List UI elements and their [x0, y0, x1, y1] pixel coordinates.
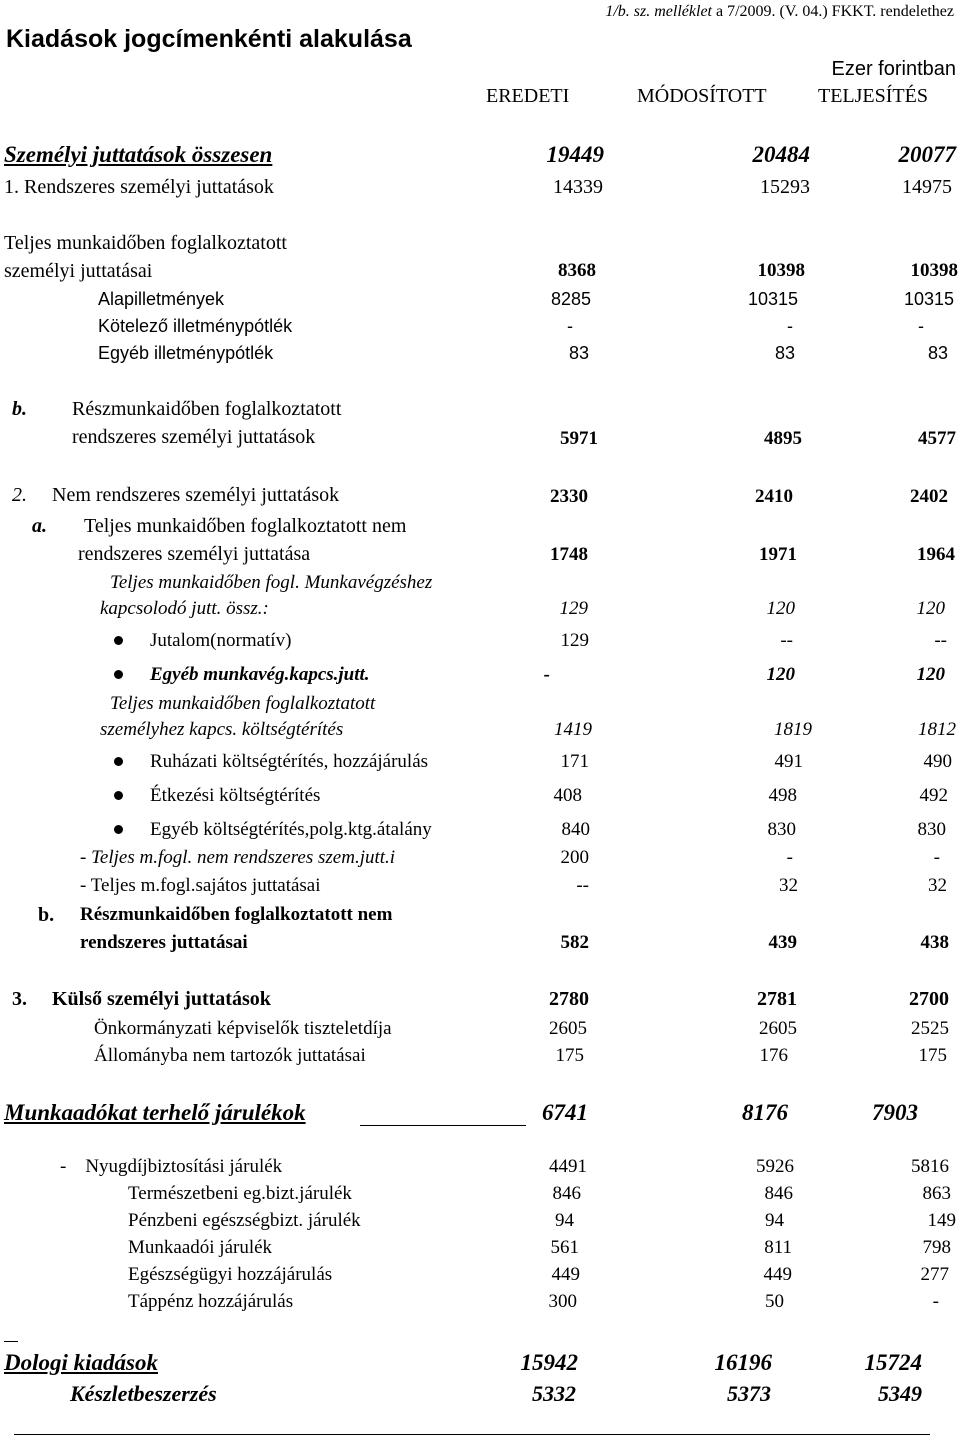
row-label-line1: Teljes munkaidőben foglalkoztatott nem [84, 515, 407, 537]
row-label-line2: kapcsolodó jutt. össz.: [100, 598, 269, 619]
value-original: 6741 [542, 1100, 588, 1125]
value-modified: 83 [774, 343, 795, 363]
value-modified: 16196 [714, 1350, 772, 1375]
row-marker: 2. [12, 484, 27, 506]
value-actual: 863 [922, 1183, 951, 1204]
value-original: 14339 [553, 176, 603, 198]
value-original: 300 [548, 1291, 577, 1312]
value-actual: 20077 [898, 142, 956, 167]
value-original: 2780 [549, 988, 589, 1010]
value-actual: 798 [922, 1237, 951, 1258]
bullet-icon [114, 757, 123, 766]
value-actual: 490 [923, 751, 952, 772]
value-original: 129 [559, 598, 588, 619]
row-label: Személyi juttatások összesen [4, 142, 273, 167]
row-label: - Nyugdíjbiztosítási járulék [60, 1156, 283, 1177]
value-actual: 7903 [872, 1100, 918, 1125]
value-actual: -- [934, 630, 947, 651]
value-actual: 277 [920, 1264, 949, 1285]
value-original: 8285 [550, 289, 591, 309]
value-original: 582 [560, 932, 589, 953]
value-modified: 50 [765, 1291, 784, 1312]
value-actual: 10315 [903, 289, 954, 309]
value-actual: 830 [917, 819, 946, 840]
row-label-line2: személyi juttatásai [4, 260, 153, 282]
value-modified: 10398 [757, 260, 805, 281]
row-label: 1. Rendszeres személyi juttatások [4, 176, 274, 198]
value-modified: 811 [764, 1237, 792, 1258]
value-original: 2330 [550, 486, 588, 507]
value-original: 8368 [558, 260, 596, 281]
value-modified: 15293 [760, 176, 810, 198]
value-original: 5971 [560, 428, 598, 449]
column-header-modified: MÓDOSÍTOTT [637, 85, 767, 107]
row-marker: b. [38, 904, 55, 926]
value-actual: 4577 [918, 428, 956, 449]
row-label-line2: személyhez kapcs. költségtérítés [100, 719, 344, 740]
value-modified: 20484 [752, 142, 810, 167]
row-label: Egyéb illetménypótlék [98, 343, 274, 363]
value-actual: 2525 [911, 1018, 949, 1039]
value-modified: 449 [763, 1264, 792, 1285]
value-modified: 2605 [759, 1018, 797, 1039]
value-actual: 149 [927, 1210, 956, 1231]
value-original: 2605 [549, 1018, 587, 1039]
value-actual: 83 [927, 343, 948, 363]
value-original: 19449 [546, 142, 604, 167]
value-actual: 15724 [864, 1350, 922, 1375]
value-actual: 1812 [918, 719, 956, 740]
value-actual: 438 [920, 932, 949, 953]
column-header-actual: TELJESÍTÉS [818, 85, 928, 107]
bullet-icon [114, 791, 123, 800]
divider-mark [4, 1341, 18, 1342]
value-original: -- [576, 875, 589, 896]
value-original: 1419 [554, 719, 592, 740]
value-original: 129 [560, 630, 589, 651]
row-label: Étkezési költségtérítés [150, 785, 321, 806]
value-original: 840 [561, 819, 590, 840]
value-modified: 491 [774, 751, 803, 772]
value-actual: 5816 [911, 1156, 949, 1177]
row-label: Egyéb munkavég.kapcs.jutt. [150, 664, 370, 685]
row-label-line2: rendszeres személyi juttatása [78, 543, 311, 565]
row-label: Munkaadói járulék [128, 1237, 273, 1258]
value-modified: 32 [779, 875, 798, 896]
value-actual: - [933, 847, 940, 868]
value-modified: - [787, 316, 793, 336]
row-label-line1: Teljes munkaidőben fogl. Munkavégzéshez [110, 572, 433, 593]
row-marker: b. [12, 398, 27, 420]
value-actual: 2402 [910, 486, 948, 507]
value-modified: 10315 [747, 289, 798, 309]
value-original: 175 [555, 1045, 584, 1066]
value-modified: 1819 [774, 719, 812, 740]
value-modified: 2410 [755, 486, 793, 507]
row-label: Készletbeszerzés [70, 1381, 217, 1406]
annex-reference: 1/b. sz. melléklet a 7/2009. (V. 04.) FKKT. rendelethez [605, 3, 954, 20]
row-label: Ruházati költségtérítés, hozzájárulás [150, 751, 429, 772]
row-label: Kötelező illetménypótlék [98, 316, 293, 336]
value-modified: 120 [766, 598, 795, 619]
row-label: Természetbeni eg.bizt.járulék [128, 1183, 352, 1204]
value-original: 846 [552, 1183, 581, 1204]
value-modified: 1971 [759, 544, 797, 565]
row-label: - Teljes m.fogl. nem rendszeres szem.jutt.i [80, 847, 396, 868]
value-actual: 32 [928, 875, 947, 896]
value-actual: 2700 [909, 988, 949, 1010]
page-title: Kiadások jogcímenkénti alakulása [6, 25, 412, 53]
value-original: - [543, 664, 550, 685]
value-actual: - [918, 316, 924, 336]
value-modified: 94 [765, 1210, 784, 1231]
row-label: Dologi kiadások [4, 1350, 158, 1375]
value-modified: 5926 [756, 1156, 794, 1177]
value-actual: 120 [916, 598, 945, 619]
value-original: 94 [555, 1210, 574, 1231]
value-original: 4491 [549, 1156, 587, 1177]
value-original: 200 [560, 847, 589, 868]
bullet-icon [114, 670, 123, 679]
bullet-icon [114, 825, 123, 834]
row-label: Nem rendszeres személyi juttatások [52, 484, 340, 506]
value-original: 83 [568, 343, 589, 363]
row-label: Jutalom(normatív) [150, 630, 292, 651]
value-modified: 846 [764, 1183, 793, 1204]
row-label: Alapilletmények [98, 289, 225, 309]
row-label: Pénzbeni egészségbizt. járulék [128, 1210, 361, 1231]
value-actual: 14975 [902, 176, 952, 198]
value-modified: 176 [759, 1045, 788, 1066]
row-label: Egészségügyi hozzájárulás [128, 1264, 333, 1285]
unit-label: Ezer forintban [831, 58, 956, 80]
row-label: - Teljes m.fogl.sajátos juttatásai [80, 875, 321, 896]
row-label-line1: Részmunkaidőben foglalkoztatott nem [80, 904, 393, 925]
bullet-icon [114, 636, 123, 645]
row-label: Állományba nem tartozók juttatásai [94, 1045, 366, 1066]
row-label: Önkormányzati képviselők tiszteletdíja [94, 1018, 392, 1039]
value-actual: 5349 [878, 1381, 922, 1406]
value-modified: 830 [767, 819, 796, 840]
value-modified: 498 [768, 785, 797, 806]
value-original: 1748 [550, 544, 588, 565]
value-modified: -- [780, 630, 793, 651]
underline-divider [360, 1125, 526, 1126]
row-label: Egyéb költségtérítés,polg.ktg.átalány [150, 819, 432, 840]
row-label-line1: Teljes munkaidőben foglalkoztatott [4, 232, 287, 254]
value-actual: 492 [919, 785, 948, 806]
value-modified: 2781 [757, 988, 797, 1010]
value-actual: 10398 [910, 260, 958, 281]
value-original: 449 [551, 1264, 580, 1285]
row-label-line2: rendszeres személyi juttatások [72, 426, 316, 448]
row-label-line1: Részmunkaidőben foglalkoztatott [72, 398, 342, 420]
value-modified: 4895 [764, 428, 802, 449]
value-modified: 5373 [727, 1381, 771, 1406]
row-marker: a. [32, 515, 47, 537]
value-original: 15942 [520, 1350, 578, 1375]
bottom-divider [14, 1434, 930, 1435]
value-original: - [567, 316, 573, 336]
value-modified: - [786, 847, 793, 868]
row-label-line1: Teljes munkaidőben foglalkoztatott [110, 693, 376, 714]
value-actual: 120 [916, 664, 945, 685]
row-label: Táppénz hozzájárulás [128, 1291, 294, 1312]
value-original: 408 [553, 785, 582, 806]
value-modified: 120 [766, 664, 795, 685]
row-label: Külső személyi juttatások [52, 988, 271, 1010]
value-actual: - [932, 1291, 939, 1312]
value-original: 171 [560, 751, 589, 772]
value-actual: 175 [918, 1045, 947, 1066]
value-modified: 8176 [742, 1100, 788, 1125]
value-modified: 439 [768, 932, 797, 953]
value-actual: 1964 [917, 544, 955, 565]
value-original: 5332 [532, 1381, 576, 1406]
row-label: Munkaadókat terhelő járulékok [4, 1100, 306, 1125]
row-marker: 3. [12, 988, 27, 1010]
value-original: 561 [550, 1237, 579, 1258]
column-header-original: EREDETI [486, 85, 570, 107]
row-label-line2: rendszeres juttatásai [80, 932, 248, 953]
